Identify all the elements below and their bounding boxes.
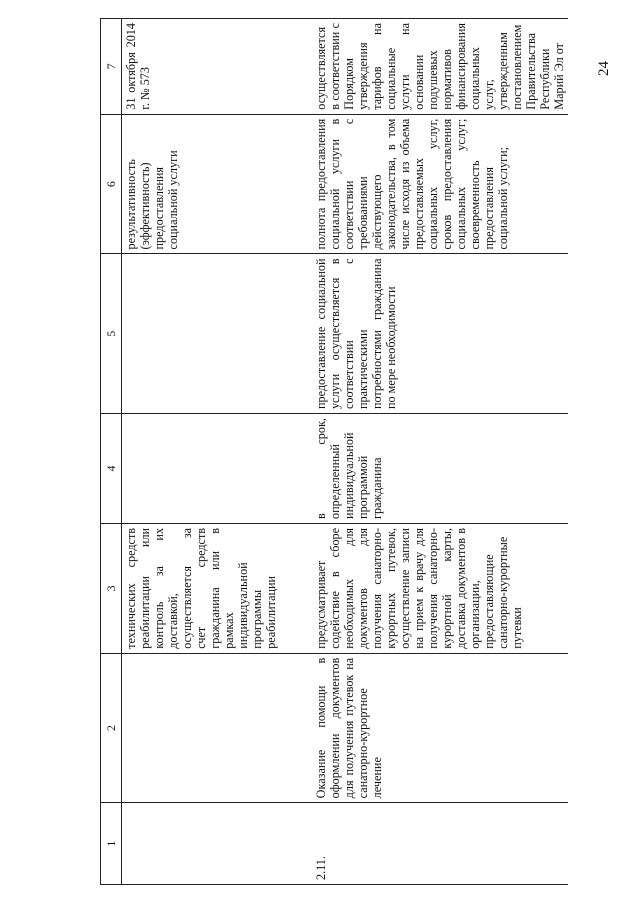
- header-cell: 7: [101, 19, 122, 115]
- table-cell: [122, 414, 282, 524]
- spacer-cell: [281, 114, 312, 254]
- spacer-cell: [281, 653, 312, 803]
- row-number: 2.11.: [312, 803, 568, 885]
- spacer-cell: [281, 254, 312, 414]
- continuation-description: технических средств реабилитации или контроль за их доставкой, осуществляется за счет средств гражданина или в рамках индивидуальной программы реабилитации: [122, 523, 282, 653]
- social-services-table: [100, 18, 568, 885]
- spacer-row: [281, 19, 312, 885]
- header-cell: 3: [101, 523, 122, 653]
- landscape-page: [100, 18, 622, 885]
- service-name: Оказание помощи в оформлении документов для получения путевок на санаторно-курортное лечение: [312, 653, 568, 803]
- spacer-cell: [281, 523, 312, 653]
- header-cell: 6: [101, 114, 122, 254]
- table-cell: [122, 254, 282, 414]
- header-cell: 1: [101, 803, 122, 885]
- spacer-cell: [281, 414, 312, 524]
- quality-indicators: полнота предоставления социальной услуги в соответствии с требованиями действующего законодательства, в том числе исходя из объема предоставляемых социальных услуг, сроков предоставления социальных услуг; своевременность предоставления социальной услуги;: [312, 114, 568, 254]
- continuation-indicators: результативность (эффективность) предоставления социальной услуги: [122, 114, 282, 254]
- table-cell: [122, 803, 282, 885]
- service-term: в срок, определенный индивидуальной программой гражданина: [312, 414, 568, 524]
- spacer-cell: [281, 803, 312, 885]
- page-number: 24: [596, 61, 612, 76]
- header-cell: 2: [101, 653, 122, 803]
- continuation-conditions: 31 октября 2014 г. № 573: [122, 19, 282, 115]
- table-row: [312, 19, 568, 885]
- header-cell: 5: [101, 254, 122, 414]
- table-cell: [122, 653, 282, 803]
- header-cell: 4: [101, 414, 122, 524]
- column-number-row: [101, 19, 122, 885]
- spacer-cell: [281, 19, 312, 115]
- service-conditions: осуществляется в соответствии с Порядком утверждения тарифов на социальные услуги на основании подушевых нормативов финансирования социальных услуг, утвержденным постановлением Правительства Республики Марий Эл от: [312, 19, 568, 115]
- service-description: предусматривает содействие в сборе необходимых для документов для получения санаторно-курортных путевок, осуществление записи на прием к врачу для получения санаторно-курортной карты, доставка документов в организации, предоставляющие санаторно-курортные путевки: [312, 523, 568, 653]
- continuation-row: [122, 19, 282, 885]
- service-standard: предоставление социальной услуги осуществляется в соответствии с практическими потребностями гражданина по мере необходимости: [312, 254, 568, 414]
